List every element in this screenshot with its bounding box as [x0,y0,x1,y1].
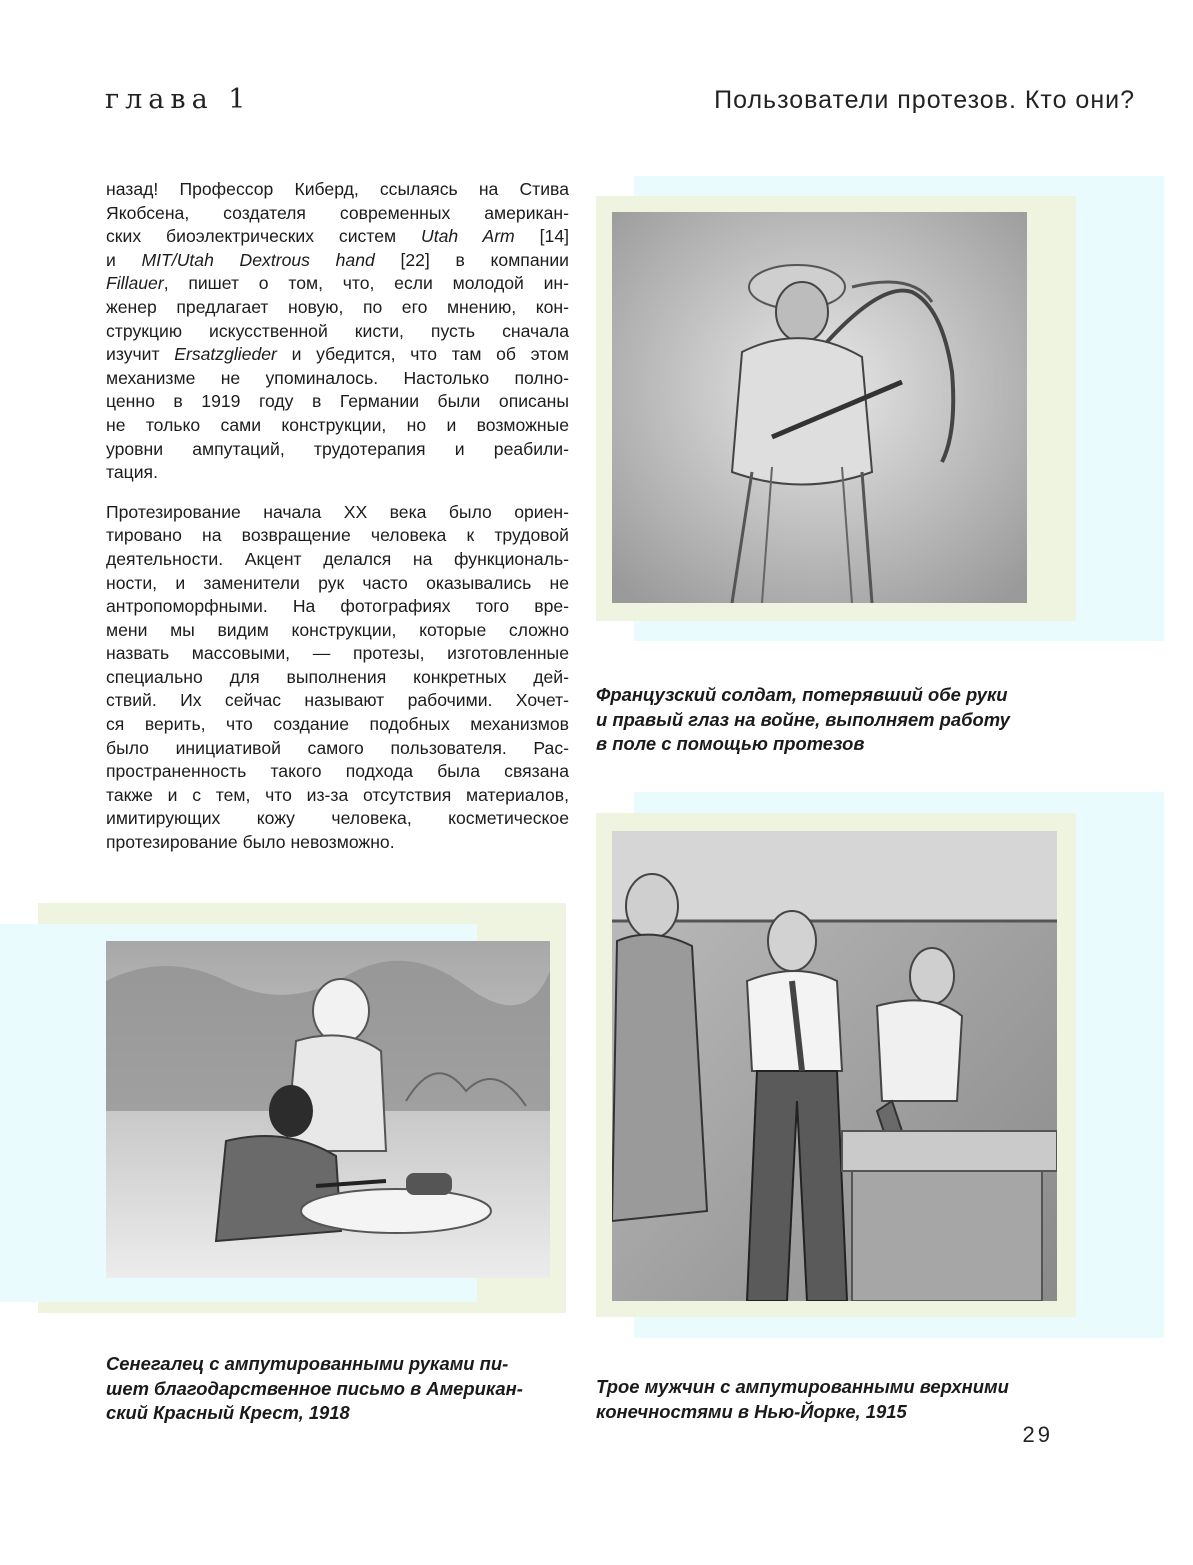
text-line: Протезирование начала XX века было ориен- [106,501,569,522]
figure-1-illustration [612,212,1027,603]
text-line: ских биоэлектрических систем Utah Arm [14] [106,226,569,247]
text-line: специально для выполнения конкретных дей- [106,666,569,687]
text-line: ности, и заменители рук часто оказывались не [106,572,569,593]
caption-line: ский Красный Крест, 1918 [106,1402,350,1423]
text-line: деятельности. Акцент делался на функциональ- [106,548,569,569]
caption-line: Трое мужчин с ампутированными верхними [596,1376,1009,1397]
paragraph-2 [106,501,569,855]
figure-2-illustration [106,941,550,1278]
text-line: ся верить, что создание подобных механизмов [106,714,569,735]
figure-2-caption [106,1352,523,1426]
text-line: струкцию искусственной кисти, пусть сначала [106,320,569,341]
section-title: Пользователи протезов. Кто они? [714,86,1135,114]
text-line: и MIT/Utah Dextrous hand [22] в компании [106,249,569,270]
text-line: мени мы видим конструкции, которые сложно [106,619,569,640]
text-line: не только сами конструкции, но и возможные [106,414,569,435]
text-line: изучит Ersatzglieder и убедится, что там об этом [106,344,570,365]
page-number: 29 [1022,1422,1053,1447]
text-line: Fillauer, пишет о том, что, если молодой ин- [106,273,569,294]
text-line: также и с тем, что из-за отсутствия материалов, [106,784,569,805]
caption-line: Французский солдат, потерявший обе руки [596,684,1008,705]
body-text [106,178,569,867]
text-line: ствий. Их сейчас называют рабочими. Хочет- [106,690,569,711]
text-line: было инициативой самого пользователя. Рас- [106,737,569,758]
text-line: Якобсена, создателя современных американ- [106,202,569,223]
text-line: антропоморфными. На фотографиях того вре- [106,596,569,617]
text-line: протезирование было невозможно. [106,832,395,853]
text-line: уровни ампутаций, трудотерапия и реабили- [106,438,569,459]
text-line: тировано на возвращение человека к трудовой [106,525,569,546]
caption-line: конечностями в Нью-Йорке, 1915 [596,1400,907,1422]
caption-line: Сенегалец с ампутированными руками пи- [106,1353,509,1374]
text-line: ценно в 1919 году в Германии были описаны [106,391,569,412]
figure-3-caption [596,1375,1009,1424]
text-line: тация. [106,462,158,483]
caption-line: в поле с помощью протезов [596,733,865,754]
text-line: пространенность такого подхода была связана [106,761,569,782]
chapter-label: глава 1 [105,84,252,115]
paragraph-1 [106,178,569,485]
text-line: имитирующих кожу человека, косметическое [106,808,569,829]
caption-line: шет благодарственное письмо в Американ- [106,1377,523,1399]
text-line: механизме не упоминалось. Настолько полно- [106,367,569,388]
text-line: назвать массовыми, — протезы, изготовленные [106,643,569,664]
caption-line: и правый глаз на войне, выполняет работу [596,708,1010,730]
text-line: женер предлагает новую, по его мнению, кон- [106,296,569,317]
figure-3-illustration [612,831,1057,1301]
text-line: назад! Профессор Киберд, ссылаясь на Стива [106,179,569,199]
figure-1-caption [596,683,1010,757]
